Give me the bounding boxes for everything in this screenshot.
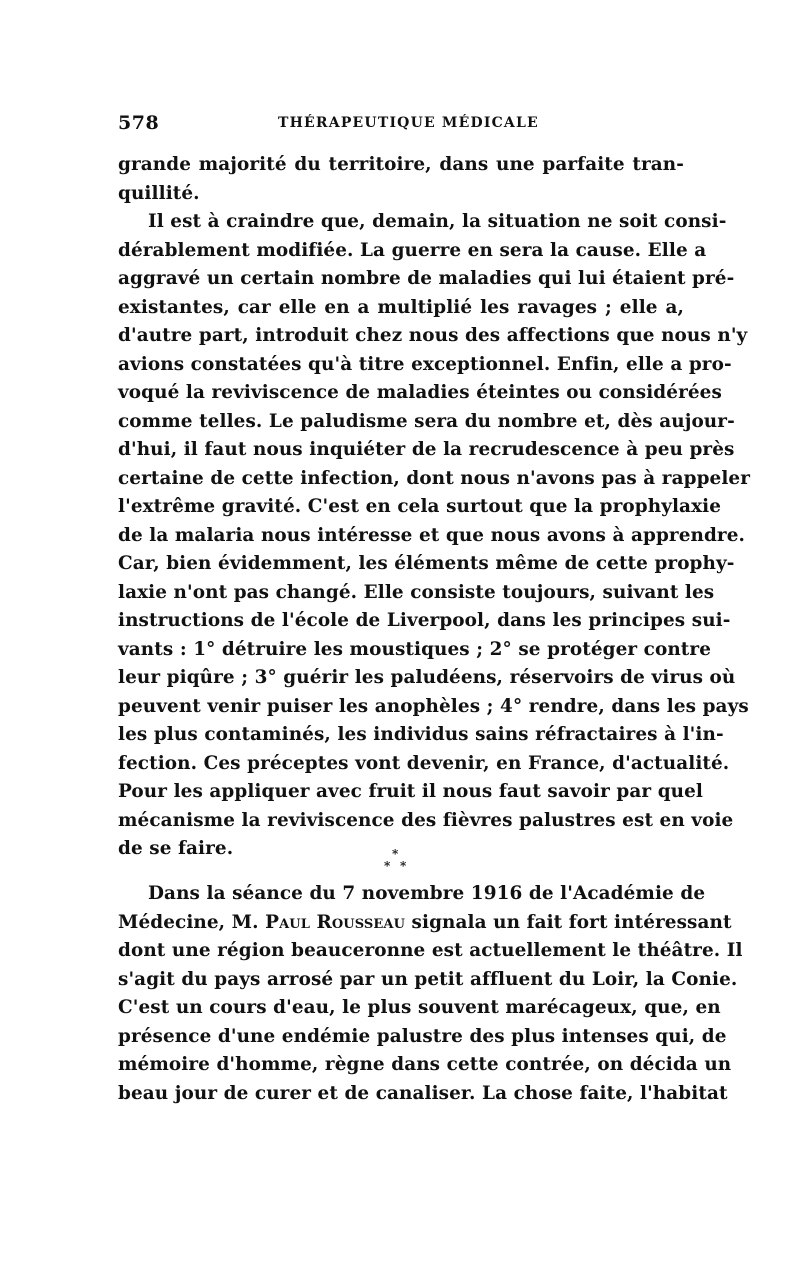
text-line: mémoire d'homme, règne dans cette contrée, on décida un: [118, 1054, 732, 1075]
text-line: avions constatées qu'à titre exceptionnel. Enfin, elle a pro-: [118, 353, 732, 375]
running-head: [118, 112, 684, 138]
text-line: mécanisme la reviviscence des fièvres palustres est en voie: [118, 809, 734, 831]
text-line: s'agit du pays arrosé par un petit affluent du Loir, la Conie.: [118, 968, 738, 990]
asterisk-glyph: *: [392, 847, 399, 861]
text-line: C'est un cours d'eau, le plus souvent marécageux, que, en: [118, 997, 721, 1018]
text-line: fection. Ces préceptes vont devenir, en France, d'actualité.: [118, 752, 730, 774]
text-line: laxie n'ont pas changé. Elle consiste toujours, suivant les: [118, 581, 715, 603]
text-line: d'autre part, introduit chez nous des affections que nous n'y: [118, 325, 748, 346]
paragraph-malaria-prophylaxis: [118, 208, 751, 864]
text-line: beau jour de curer et de canaliser. La chose faite, l'habitat: [118, 1082, 728, 1104]
text-line: [118, 909, 732, 938]
text-line: grande majorité du territoire, dans une parfaite tran-: [118, 154, 684, 175]
text-line: Car, bien évidemment, les éléments même de cette prophy-: [118, 553, 735, 574]
text-line: peuvent venir puiser les anophèles ; 4° rendre, dans les pays: [118, 695, 749, 717]
asterisk-glyph: *: [384, 859, 391, 873]
text-line: voqué la reviviscence de maladies éteintes ou considérées: [118, 382, 722, 403]
text-line: certaine de cette infection, dont nous n'avons pas à rappeler: [118, 467, 751, 489]
running-title: THÉRAPEUTIQUE MÉDICALE: [278, 115, 539, 131]
author-name: Paul Rousseau: [265, 911, 406, 933]
text-line: dont une région beauceronne est actuellement le théâtre. Il: [118, 940, 743, 961]
text-line: d'hui, il faut nous inquiéter de la recrudescence à peu près: [118, 439, 735, 460]
text-line: Dans la séance du 7 novembre 1916 de l'Académie de: [148, 883, 706, 904]
text-line: existantes, car elle en a multiplié les ravages ; elle a,: [118, 296, 684, 318]
text-line: présence d'une endémie palustre des plus intenses qui, de: [118, 1025, 727, 1047]
text-line: comme telles. Le paludisme sera du nombre et, dès aujour-: [118, 410, 735, 432]
text-line: l'extrême gravité. C'est en cela surtout que la prophylaxie: [118, 496, 722, 517]
text-line: Pour les appliquer avec fruit il nous faut savoir par quel: [118, 781, 704, 802]
text-line: quillité.: [118, 182, 200, 204]
text-line: de la malaria nous intéresse et que nous avons à apprendre.: [118, 524, 746, 546]
asterism-separator: [376, 846, 416, 876]
text-line: de se faire.: [118, 838, 234, 859]
text-line: dérablement modifiée. La guerre en sera la cause. Elle a: [118, 239, 707, 261]
text-line: Il est à craindre que, demain, la situation ne soit consi-: [148, 211, 727, 232]
text-line: leur piqûre ; 3° guérir les paludéens, réservoirs de virus où: [118, 667, 736, 688]
asterisk-glyph: *: [400, 859, 407, 873]
text-fragment: signala un fait fort intéressant: [405, 911, 732, 933]
text-line: aggravé un certain nombre de maladies qui lui étaient pré-: [118, 268, 735, 289]
paragraph-conie-report: [118, 880, 743, 1108]
text-fragment: Médecine, M.: [118, 911, 266, 933]
text-line: vants : 1° détruire les moustiques ; 2° se protéger contre: [118, 638, 711, 660]
text-line: instructions de l'école de Liverpool, dans les principes sui-: [118, 610, 731, 631]
paragraph-continued: [118, 151, 684, 208]
text-line: les plus contaminés, les individus sains réfractaires à l'in-: [118, 724, 724, 745]
page-number: 578: [118, 112, 160, 134]
